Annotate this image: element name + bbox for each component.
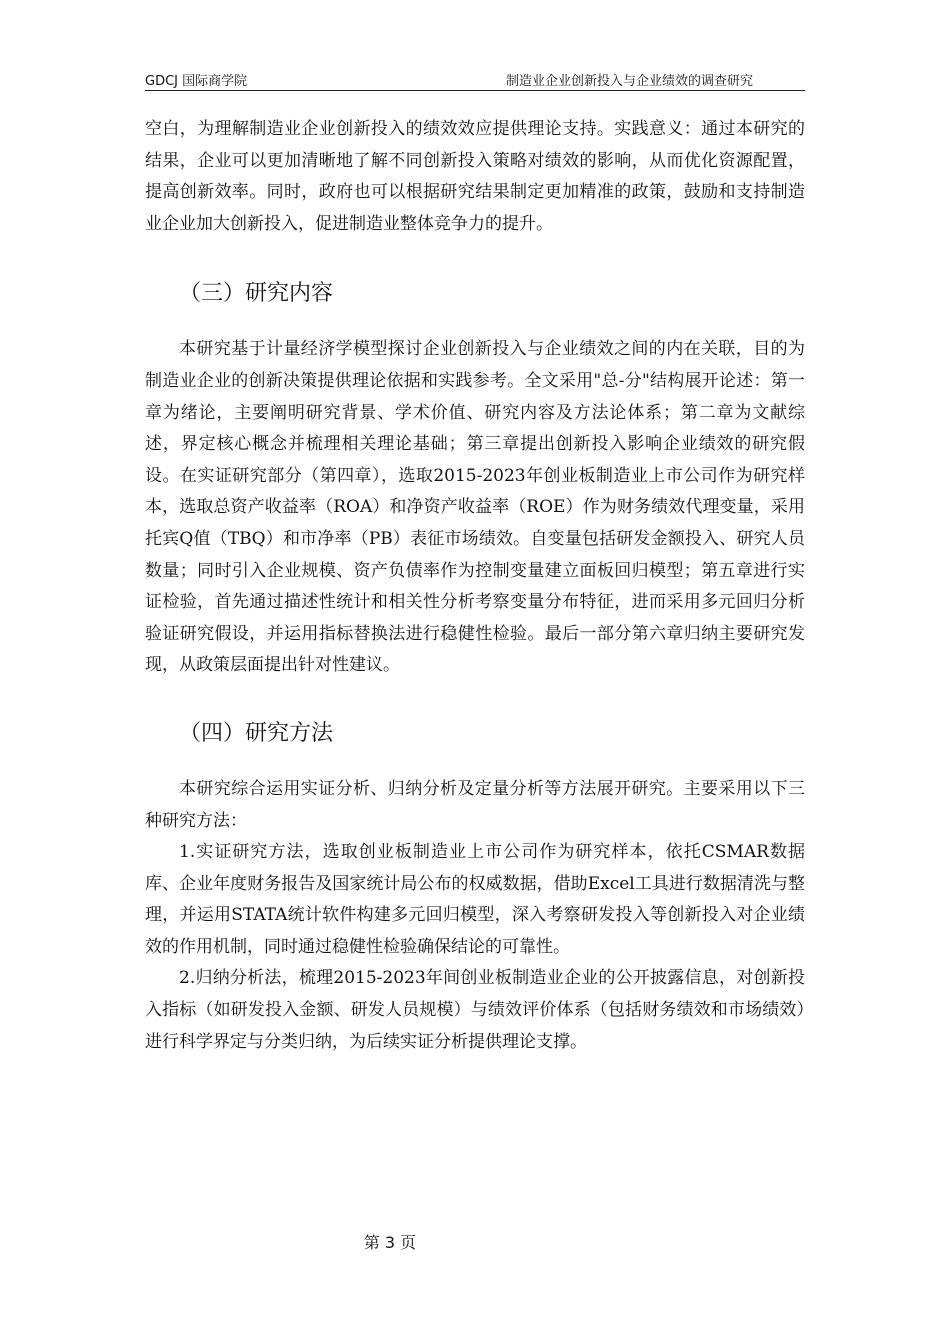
page-number: 第 3 页 [363, 1233, 417, 1252]
page-header [145, 68, 805, 91]
header-institution: GDCJ 国际商学院 [145, 74, 248, 89]
header-paper-title: 制造业企业创新投入与企业绩效的调查研究 [505, 74, 753, 89]
paragraph-research-content: 本研究基于计量经济学模型探讨企业创新投入与企业绩效之间的内在关联，目的为制造业企业的创新决策提供理论依据和实践参考。全文采用"总-分"结构展开论述：第一章为绪论，主要阐明研究背景、学术价值、研究内容及方法论体系；第二章为文献综述，界定核心概念并梳理相关理论基础；第三章提出创新投入影响企业绩效的研究假设。在实证研究部分（第四章），选取2015-2023年创业板制造业上市公司作为研究样本，选取总资产收益率（ROA）和净资产收益率（ROE）作为财务绩效代理变量，采用托宾Q值（TBQ）和市净率（PB）表征市场绩效。自变量包括研发金额投入、研究人员数量；同时引入企业规模、资产负债率作为控制变量建立面板回归模型；第五章进行实证检验，首先通过描述性统计和相关性分析考察变量分布特征，进而采用多元回归分析验证研究假设，并运用指标替换法进行稳健性检验。最后一部分第六章归纳主要研究发现，从政策层面提出针对性建议。 [145, 339, 805, 676]
paragraph-continued: 空白，为理解制造业企业创新投入的绩效效应提供理论支持。实践意义：通过本研究的结果，企业可以更加清晰地了解不同创新投入策略对绩效的影响，从而优化资源配置，提高创新效率。同时，政府也可以根据研究结果制定更加精准的政策，鼓励和支持制造业企业加大创新投入，促进制造业整体竞争力的提升。 [145, 119, 805, 234]
paragraph-methods-intro: 本研究综合运用实证分析、归纳分析及定量分析等方法展开研究。主要采用以下三种研究方法： [145, 778, 805, 831]
paragraph-method-1: 1.实证研究方法，选取创业板制造业上市公司作为研究样本，依托CSMAR数据库、企业年度财务报告及国家统计局公布的权威数据，借助Excel工具进行数据清洗与整理，并运用STATA统计软件构建多元回归模型，深入考察研发投入等创新投入对企业绩效的作用机制，同时通过稳健性检验确保结论的可靠性。 [145, 842, 805, 957]
section-title-research-content: （三）研究内容 [179, 281, 334, 307]
page-body [145, 114, 805, 1058]
section-title-research-methods: （四）研究方法 [179, 720, 334, 746]
paragraph-method-2: 2.归纳分析法，梳理2015-2023年间创业板制造业企业的公开披露信息，对创新投入指标（如研发投入金额、研发人员规模）与绩效评价体系（包括财务绩效和市场绩效）进行科学界定与分类归纳，为后续实证分析提供理论支撑。 [145, 968, 805, 1052]
